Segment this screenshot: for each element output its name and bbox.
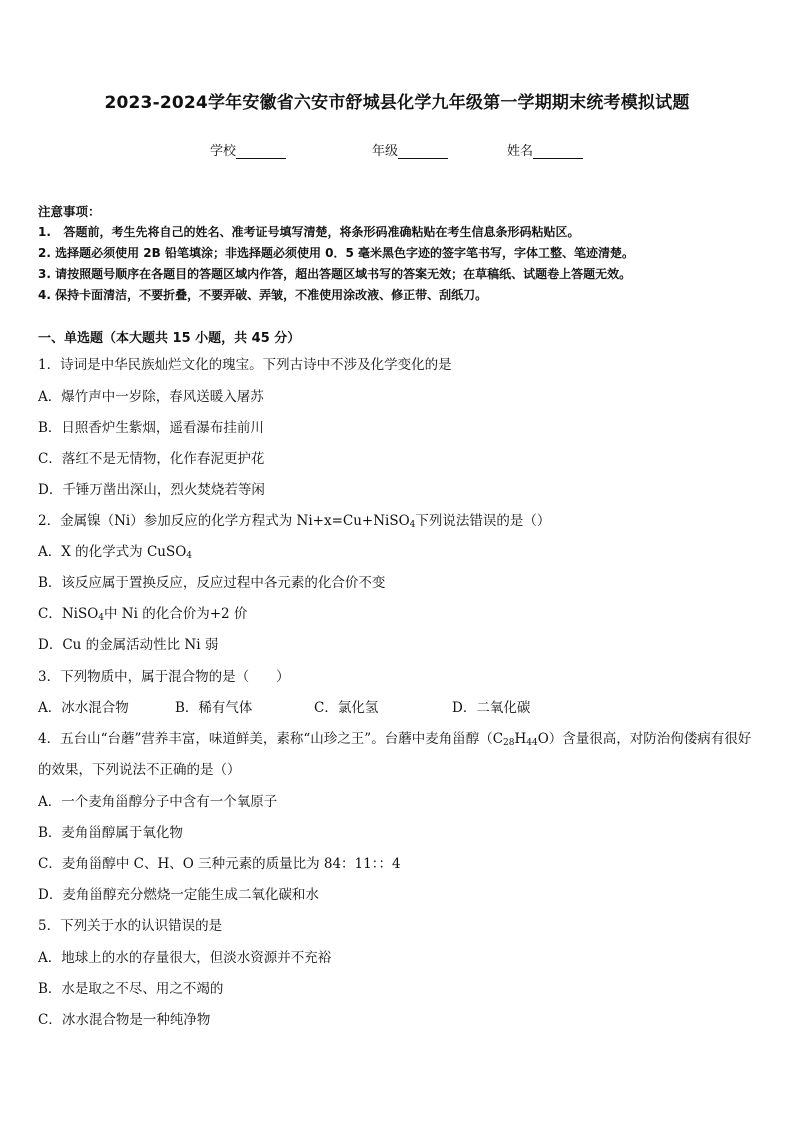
question-5-option-a: A．地球上的水的存量很大，但淡水资源并不充裕 (38, 950, 332, 966)
name-label: 姓名 (507, 144, 534, 159)
grade-label: 年级 (372, 144, 399, 159)
notice-item: 2. 选择题必须使用 2B 铅笔填涂；非选择题必须使用 0．5 毫米黑色字迹的签字笔书写，字体工整、笔迹清楚。 (38, 246, 634, 260)
question-4-stem-continued: 的效果，下列说法不正确的是（） (38, 762, 241, 778)
question-1-stem: 1．诗词是中华民族灿烂文化的瑰宝。下列古诗中不涉及化学变化的是 (38, 357, 452, 373)
question-4-option-b: B．麦角甾醇属于氧化物 (38, 825, 183, 841)
school-label: 学校 (210, 144, 237, 159)
question-2-option-d: D．Cu 的金属活动性比 Ni 弱 (38, 637, 219, 653)
school-blank (236, 146, 286, 159)
question-1-option-b: B．日照香炉生紫烟，遥看瀑布挂前川 (38, 420, 264, 436)
question-3-options (38, 696, 530, 716)
question-2-option-a: A．X 的化学式为 CuSO$_4$ (38, 544, 193, 561)
name-blank (533, 146, 583, 159)
question-1-option-d: D．千锤万凿出深山，烈火焚烧若等闲 (38, 482, 265, 498)
question-5-stem: 5．下列关于水的认识错误的是 (38, 918, 223, 934)
question-3-option-b: B．稀有气体 (175, 700, 253, 716)
question-3-option-d: D．二氧化碳 (452, 700, 531, 716)
question-4-option-a: A．一个麦角甾醇分子中含有一个氧原子 (38, 794, 278, 810)
question-2-stem: 2．金属镍（Ni）参加反应的化学方程式为 Ni+x=Cu+NiSO$_4$下列说法错误的是（） (38, 513, 551, 530)
question-4-stem: 4．五台山“台蘑”营养丰富，味道鲜美，素称“山珍之王”。台蘑中麦角甾醇$(C_{28}H_{44}O)$含量很高，对防治佝偻病有很好 (38, 731, 752, 748)
question-4-option-c: C．麦角甾醇中 C、H、O 三种元素的质量比为 84：11：：4 (38, 856, 401, 872)
question-4-option-d: D．麦角甾醇充分燃烧一定能生成二氧化碳和水 (38, 887, 319, 903)
grade-field (372, 140, 448, 159)
question-3-option-a: A．冰水混合物 (38, 700, 129, 716)
question-3-option-c: C．氯化氢 (314, 700, 379, 716)
question-2-option-c: C．NiSO$_4$中 Ni 的化合价为+2 价 (38, 606, 248, 623)
notice-heading: 注意事项： (38, 204, 101, 219)
question-5-option-b: B．水是取之不尽、用之不竭的 (38, 981, 224, 997)
page-title: 2023-2024学年安徽省六安市舒城县化学九年级第一学期期末统考模拟试题 (104, 93, 690, 113)
question-1-option-a: A．爆竹声中一岁除，春风送暖入屠苏 (38, 389, 264, 405)
question-1-option-c: C．落红不是无情物，化作春泥更护花 (38, 451, 265, 467)
question-5-option-c: C．冰水混合物是一种纯净物 (38, 1012, 211, 1028)
notice-item: 4. 保持卡面清洁，不要折叠，不要弄破、弄皱，不准使用涂改液、修正带、刮纸刀。 (38, 288, 488, 302)
grade-blank (398, 146, 448, 159)
school-field (210, 140, 286, 159)
question-3-stem: 3．下列物质中，属于混合物的是（ ） (38, 669, 290, 685)
question-2-option-b: B．该反应属于置换反应，反应过程中各元素的化合价不变 (38, 575, 386, 591)
section-heading: 一、单选题（本大题共 15 小题，共 45 分） (38, 331, 301, 346)
name-field (507, 140, 583, 159)
notice-item: 3. 请按照题号顺序在各题目的答题区域内作答，超出答题区域书写的答案无效；在草稿纸、试题卷上答题无效。 (38, 267, 632, 281)
notice-item: 1. 答题前，考生先将自己的姓名、准考证号填写清楚，将条形码准确粘贴在考生信息条形码粘贴区。 (38, 225, 580, 239)
